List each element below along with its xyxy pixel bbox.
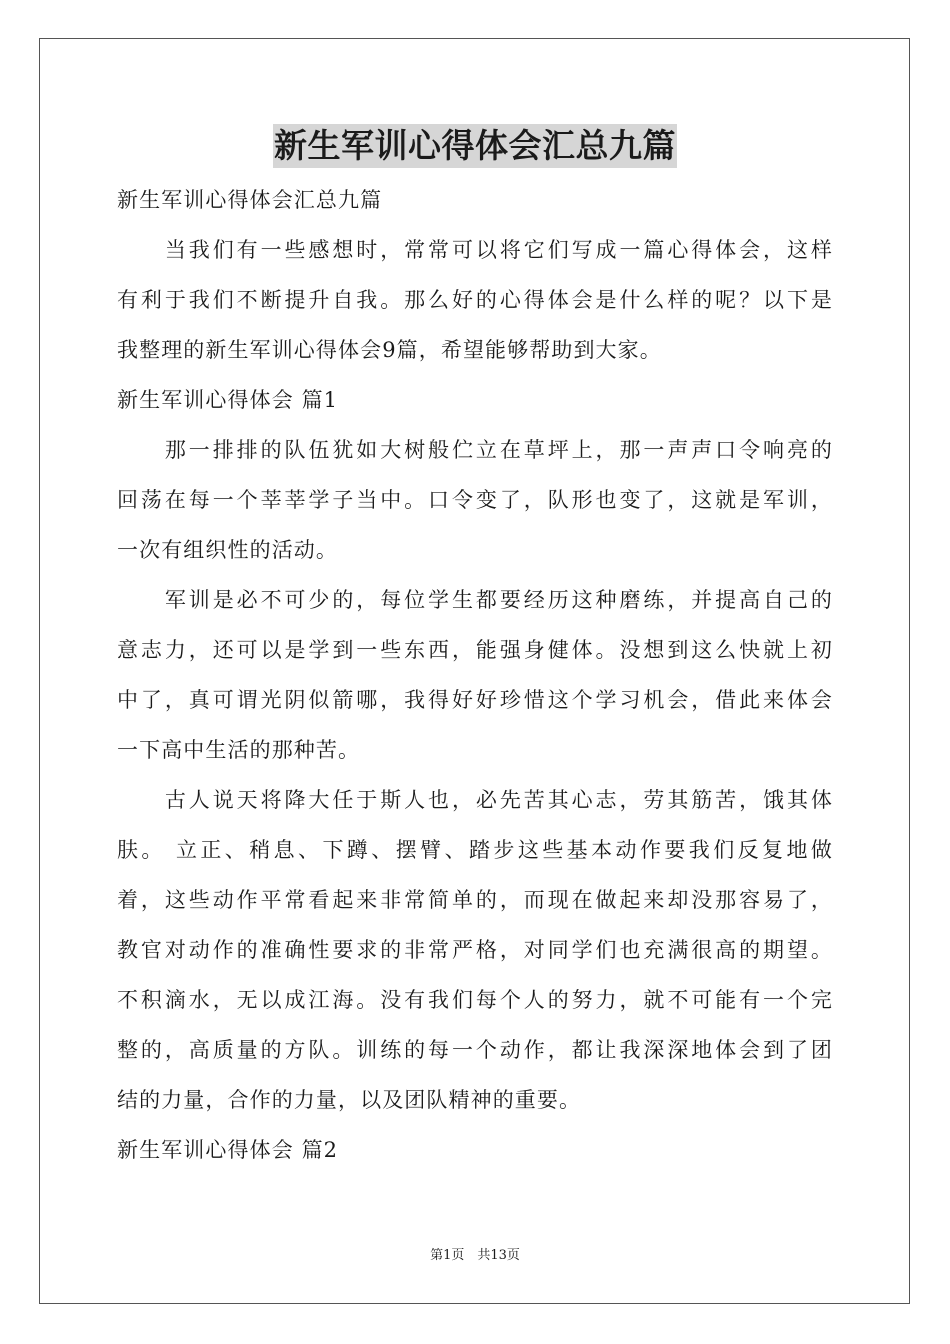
page-border: [39, 38, 910, 1304]
intro-line-1: 当我们有一些感想时，常常可以将它们写成一篇心得体会，这样: [117, 238, 833, 262]
intro-line-3: 我整理的新生军训心得体会9篇，希望能够帮助到大家。: [117, 338, 662, 362]
paragraph-line: 整的，高质量的方队。训练的每一个动作，都让我深深地体会到了团: [117, 1038, 833, 1062]
intro-line-2: 有利于我们不断提升自我。那么好的心得体会是什么样的呢？以下是: [117, 288, 833, 312]
paragraph-line: 教官对动作的准确性要求的非常严格，对同学们也充满很高的期望。: [117, 938, 833, 962]
paragraph-line: 军训是必不可少的，每位学生都要经历这种磨练，并提高自己的: [117, 588, 833, 612]
section-heading-1: 新生军训心得体会 篇1: [117, 388, 339, 412]
paragraph-line: 中了，真可谓光阴似箭哪，我得好好珍惜这个学习机会，借此来体会: [117, 688, 833, 712]
section-heading-2: 新生军训心得体会 篇2: [117, 1138, 339, 1162]
subtitle-line: 新生军训心得体会汇总九篇: [117, 188, 383, 212]
paragraph-line: 结的力量，合作的力量，以及团队精神的重要。: [117, 1088, 582, 1112]
paragraph-line: 肤。 立正、稍息、下蹲、摆臂、踏步这些基本动作要我们反复地做: [117, 838, 833, 862]
paragraph-line: 意志力，还可以是学到一些东西，能强身健体。没想到这么快就上初: [117, 638, 833, 662]
title-container: [0, 124, 950, 168]
paragraph-line: 回荡在每一个莘莘学子当中。口令变了，队形也变了，这就是军训，: [117, 488, 833, 512]
paragraph-line: 一次有组织性的活动。: [117, 538, 338, 562]
paragraph-line: 着，这些动作平常看起来非常简单的，而现在做起来却没那容易了，: [117, 888, 833, 912]
document-title: 新生军训心得体会汇总九篇: [273, 124, 677, 168]
paragraph-line: 不积滴水，无以成江海。没有我们每个人的努力，就不可能有一个完: [117, 988, 833, 1012]
page-footer: 第1页 共13页: [430, 1248, 520, 1263]
paragraph-line: 古人说天将降大任于斯人也，必先苦其心志，劳其筋苦，饿其体: [117, 788, 833, 812]
paragraph-line: 那一排排的队伍犹如大树般伫立在草坪上，那一声声口令响亮的: [117, 438, 833, 462]
paragraph-line: 一下高中生活的那种苦。: [117, 738, 361, 762]
